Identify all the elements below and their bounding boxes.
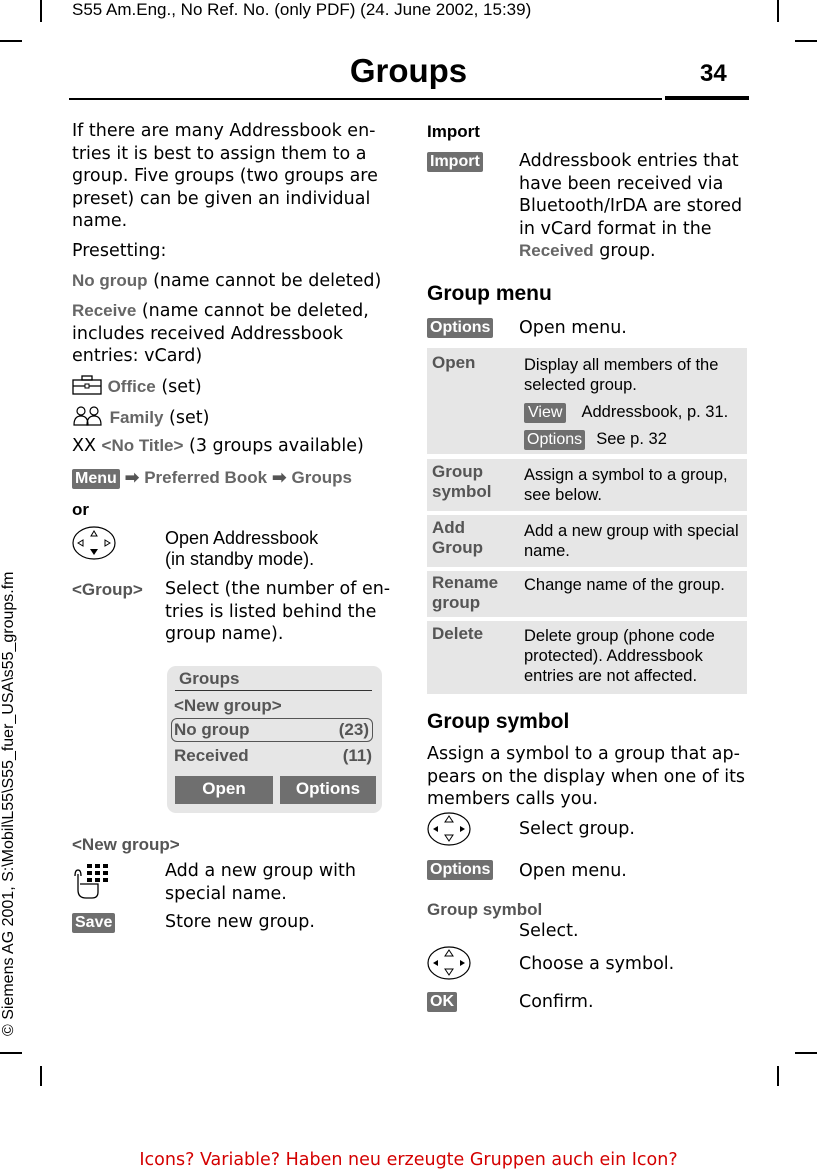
open-softkey-label: Open: [202, 779, 246, 798]
receive-label: Receive: [72, 301, 137, 320]
table-row-label: Delete: [432, 624, 484, 643]
received-label: Received: [519, 241, 594, 260]
menu-softkey[interactable]: Menu: [72, 469, 120, 489]
import-softkey[interactable]: Import: [427, 152, 483, 172]
presetting-label: Presetting:: [72, 241, 167, 261]
preset-family: [72, 405, 209, 430]
no-group-text: (name cannot be deleted): [147, 271, 382, 291]
preset-no-group: [72, 270, 392, 293]
table-row: [427, 348, 747, 454]
family-text: (set): [163, 408, 210, 428]
open-addressbook-line2: (in standby mode).: [165, 549, 315, 569]
no-title-label: <No Title>: [101, 436, 184, 455]
page-number: 34: [700, 60, 727, 87]
select-text: Select.: [519, 921, 579, 941]
nav-key-leftright-icon: [427, 946, 471, 980]
office-label: Office: [107, 377, 156, 396]
group-symbol-heading: Group symbol: [427, 710, 570, 733]
list-item-name: <New group>: [174, 696, 282, 715]
table-row-label: Open: [432, 353, 476, 372]
save-description: Store new group.: [165, 912, 315, 932]
add-group-description: Add a new group with special name.: [165, 861, 356, 904]
list-item-count: (23): [338, 720, 369, 739]
table-row: [427, 571, 747, 617]
crop-mark: [0, 40, 22, 42]
nav-key-updown-icon: [427, 812, 471, 846]
or-label: or: [72, 500, 89, 519]
select-group-text: Select group.: [519, 819, 635, 839]
table-row-desc: Change name of the group.: [524, 576, 725, 594]
import-desc-text: Addressbook entries that have been received via Bluetooth/IrDA are stored in vCard format in the: [519, 151, 743, 239]
confirm-text: Confirm.: [519, 992, 594, 1012]
list-item-selected[interactable]: [171, 718, 373, 742]
options-desc: See p. 32: [596, 430, 667, 448]
table-row-label: Rename group: [432, 573, 499, 612]
nav-key-down-icon: [72, 526, 116, 560]
family-label: Family: [109, 408, 164, 427]
list-item-name: No group: [174, 720, 250, 739]
import-description: [519, 150, 747, 263]
no-group-label: No group: [72, 271, 148, 290]
editor-note: Icons? Variable? Haben neu erzeugte Gruppen auch ein Icon?: [139, 1150, 678, 1170]
open-addressbook-line1: Open Addressbook: [165, 528, 319, 548]
table-row: [427, 459, 747, 511]
open-menu-text: Open menu.: [519, 318, 627, 338]
options-softkey[interactable]: Options: [524, 430, 585, 450]
group-symbol-label: Group symbol: [427, 900, 543, 919]
table-row-desc: Add a new group with special name.: [524, 522, 739, 560]
phone-screen: [167, 666, 382, 813]
import-heading: Import: [427, 122, 480, 141]
group-label: <Group>: [72, 580, 143, 599]
table-row-desc: Delete group (phone code protected). Addressbook entries are not affected.: [524, 627, 715, 685]
crop-mark: [795, 40, 817, 42]
options-softkey[interactable]: [280, 776, 376, 804]
ok-softkey[interactable]: OK: [427, 992, 457, 1012]
view-softkey[interactable]: View: [524, 403, 566, 423]
crop-mark: [40, 1066, 42, 1086]
ok-row: [427, 991, 457, 1012]
crop-mark: [777, 0, 779, 22]
import-desc-end: group.: [593, 241, 656, 261]
save-softkey[interactable]: Save: [72, 913, 115, 933]
groups-menu-item: Groups: [291, 468, 352, 487]
crop-mark: [777, 1066, 779, 1086]
choose-symbol-text: Choose a symbol.: [519, 954, 675, 974]
table-row: [427, 621, 747, 694]
options-softkey[interactable]: Options: [427, 860, 493, 880]
open-softkey[interactable]: [175, 776, 273, 804]
keypad-icon: [72, 862, 112, 902]
crop-mark: [40, 0, 42, 22]
new-group-heading: <New group>: [72, 835, 180, 854]
save-row: [72, 912, 115, 933]
options-row: [427, 317, 493, 338]
intro-paragraph: If there are many Addressbook en- tries it is best to assign them to a group. Five groups (two groups are preset) can be given an individual name.: [72, 121, 378, 231]
table-row: [427, 515, 747, 567]
receive-text: (name cannot be deleted, includes received Addressbook entries: vCard): [72, 301, 369, 366]
office-text: (set): [155, 377, 202, 397]
arrow-glyph: ➡: [272, 468, 287, 487]
table-row-desc: Display all members of the selected group.: [524, 356, 719, 394]
list-item[interactable]: [174, 746, 372, 766]
preferred-book-item: Preferred Book: [144, 468, 268, 487]
no-title-text: (3 groups available): [183, 436, 364, 456]
screen-title: Groups: [179, 669, 240, 688]
running-header: S55 Am.Eng., No Ref. No. (only PDF) (24. June 2002, 15:39): [72, 0, 532, 19]
crop-mark: [795, 1052, 817, 1054]
page-title: Groups: [349, 52, 468, 89]
preset-office: [72, 375, 202, 399]
header-rule-thick: [665, 96, 749, 100]
group-menu-heading: Group menu: [427, 282, 552, 305]
options-softkey[interactable]: Options: [427, 318, 493, 338]
family-icon: [72, 405, 104, 427]
table-row-label: Add Group: [432, 518, 483, 557]
group-description: Select (the number of en- tries is listed behind the group name).: [165, 579, 391, 644]
view-row: [524, 402, 728, 423]
list-item[interactable]: [174, 696, 374, 716]
menu-path: [72, 468, 352, 489]
arrow-glyph: ➡: [124, 468, 140, 487]
list-item-name: Received: [174, 746, 249, 765]
preset-receive: [72, 300, 382, 368]
xx-prefix: XX: [72, 436, 102, 456]
options-softkey-label: Options: [295, 779, 361, 798]
open-menu-text-2: Open menu.: [519, 861, 627, 881]
briefcase-icon: [72, 375, 102, 395]
header-rule: [69, 98, 662, 100]
options-see-row: [524, 429, 667, 450]
options-row-2: [427, 859, 493, 880]
table-row-label: Group symbol: [432, 462, 492, 501]
list-item-count: (11): [342, 746, 372, 765]
import-row: [427, 151, 483, 172]
screen-title-rule: [175, 690, 372, 691]
open-addressbook-text: [165, 528, 318, 570]
group-menu-table: [427, 348, 747, 694]
side-copyright: © Siemens AG 2001, S:\Mobil\L55\S55_fuer_USA\s55_groups.fm: [0, 571, 17, 1036]
group-symbol-intro: Assign a symbol to a group that ap- pears on the display when one of its members calls you.: [427, 744, 746, 809]
table-row-desc: Assign a symbol to a group, see below.: [524, 466, 728, 504]
preset-no-title: [72, 435, 364, 458]
crop-mark: [0, 1052, 22, 1054]
view-desc: Addressbook, p. 31.: [581, 403, 729, 421]
